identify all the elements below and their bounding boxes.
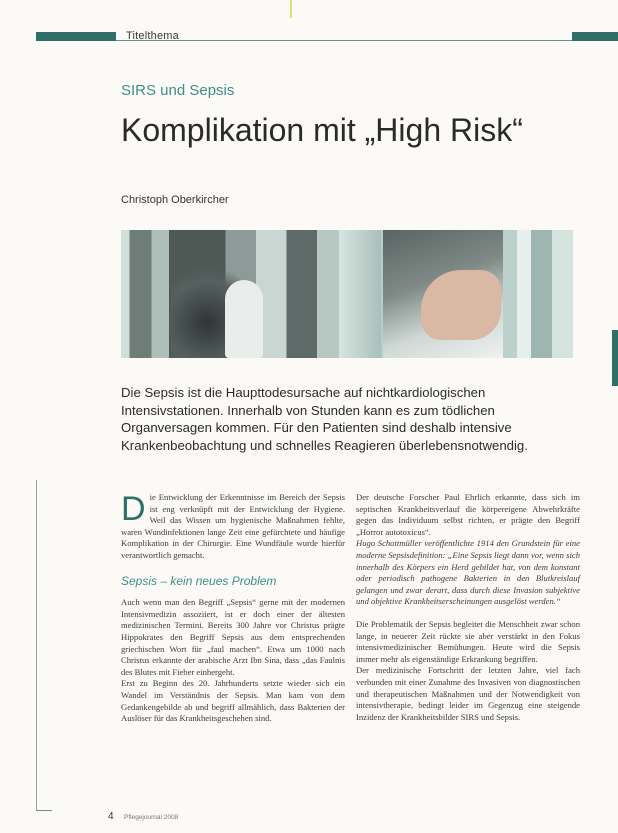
column-left — [121, 492, 345, 725]
photo-right-strip — [503, 230, 573, 358]
article-photo — [121, 230, 573, 358]
quote-paragraph: Hugo Schottmüller veröffentlichte 1914 den Grundstein für eine moderne Sepsisdefinition: „Eine Sepsis liegt dann vor, wenn sich innerhalb des Körpers ein Herd gebildet hat, von dem konstant oder periodisch pathogene Bakterien in den Blutkreislauf gelangen und zwar derart, dass durch diese Invasion subjektive und objektive Krankheitserscheinungen ausgelöst werden.“ — [356, 538, 580, 607]
column-right — [356, 492, 580, 723]
intro-text: ie Entwicklung der Erkenntnisse im Bereich der Sepsis ist eng verknüpft mit der Entwicklung der Hygiene. Weil das Wissen um hygienische Maßnahmen fehlte, waren Wundinfektionen lange Zeit eine gefürchtete und häufige Komplikation in der Chirurgie. Eine Wundfäule wurde hierfür verantwortlich gemacht. — [121, 492, 345, 560]
photo-nurse-figure — [225, 280, 263, 358]
photo-patient — [421, 270, 501, 340]
drop-cap: D — [121, 490, 146, 528]
intro-paragraph — [121, 492, 345, 562]
paragraph: Die Problematik der Sepsis begleitet die Menschheit zwar schon lange, in neuerer Zeit rückte sie aber verstärkt in den Fokus intensivmedizinischer Bemühungen. Heute wird die Sepsis immer mehr als eigenständige Erkrankung begriffen. — [356, 618, 580, 664]
header-bar-right — [572, 32, 618, 41]
photo-divider-strip — [339, 230, 381, 358]
article-kicker: SIRS und Sepsis — [121, 82, 235, 99]
paragraph: Der medizinische Fortschritt der letzten Jahre, viel fach verbunden mit einer Zunahme des Invasiven von diagnostischen und therapeutischen Maßnahmen und der Notwendigkeit von intensivtherapie, bedingt leider im Gegenzug eine steigende Inzidenz der Krankheitsbilder SIRS und Sepsis. — [356, 665, 580, 722]
edge-marker — [612, 330, 618, 386]
header-rule — [116, 40, 572, 41]
top-decoration — [290, 0, 292, 18]
publication-name: Pflegejournal 2008 — [124, 814, 179, 821]
article-lead: Die Sepsis ist die Haupttodesursache auf nichtkardiologischen Intensivstationen. Innerhalb von Stunden kann es zum tödlichen Organversagen kommen. Für den Patienten sind deshalb intensive Krankenbeobachtung und schnelles Reagieren überlebensnotwendig. — [121, 385, 528, 453]
footer-rule — [36, 810, 52, 811]
article-author: Christoph Oberkircher — [121, 194, 229, 206]
header-bar-left — [36, 32, 116, 41]
section-label: Titelthema — [126, 30, 179, 42]
margin-rule — [36, 480, 37, 810]
subheading: Sepsis – kein neues Problem — [121, 573, 277, 588]
page-number: 4 — [108, 811, 114, 822]
paragraph: Erst zu Beginn des 20. Jahrhunderts setzte wieder sich ein Wandel im Verständnis der Sepsis. Man kam von dem Gedankengebilde ab und begriff allmählich, dass Bakterien der Auslöser für das Krankheitsgeschehen sind. — [121, 678, 345, 724]
paragraph: Der deutsche Forscher Paul Ehrlich erkannte, dass sich im septischen Krankheitsverlauf die körpereigene Abwehrkräfte gegen das Individuum selbst richten, er prägte den Begriff „Horror autotoxicus“. — [356, 492, 580, 537]
article-title: Komplikation mit „High Risk“ — [121, 112, 523, 148]
paragraph: Auch wenn man den Begriff „Sepsis“ gerne mit der modernen Intensivmedizin assoziiert, ist er doch einer der ältesten medizinischen Termini. Bereits 300 Jahre vor Christus prägte Hippokrates den Begriff Sepsis aus dem entsprechenden griechischen Wort für „faul machen“. Etwa um 1000 nach Christus erkannte der arabische Arzt Ibn Sina, dass „das Faulnis des Blutes mit Fieber einhergeht. — [121, 597, 345, 677]
